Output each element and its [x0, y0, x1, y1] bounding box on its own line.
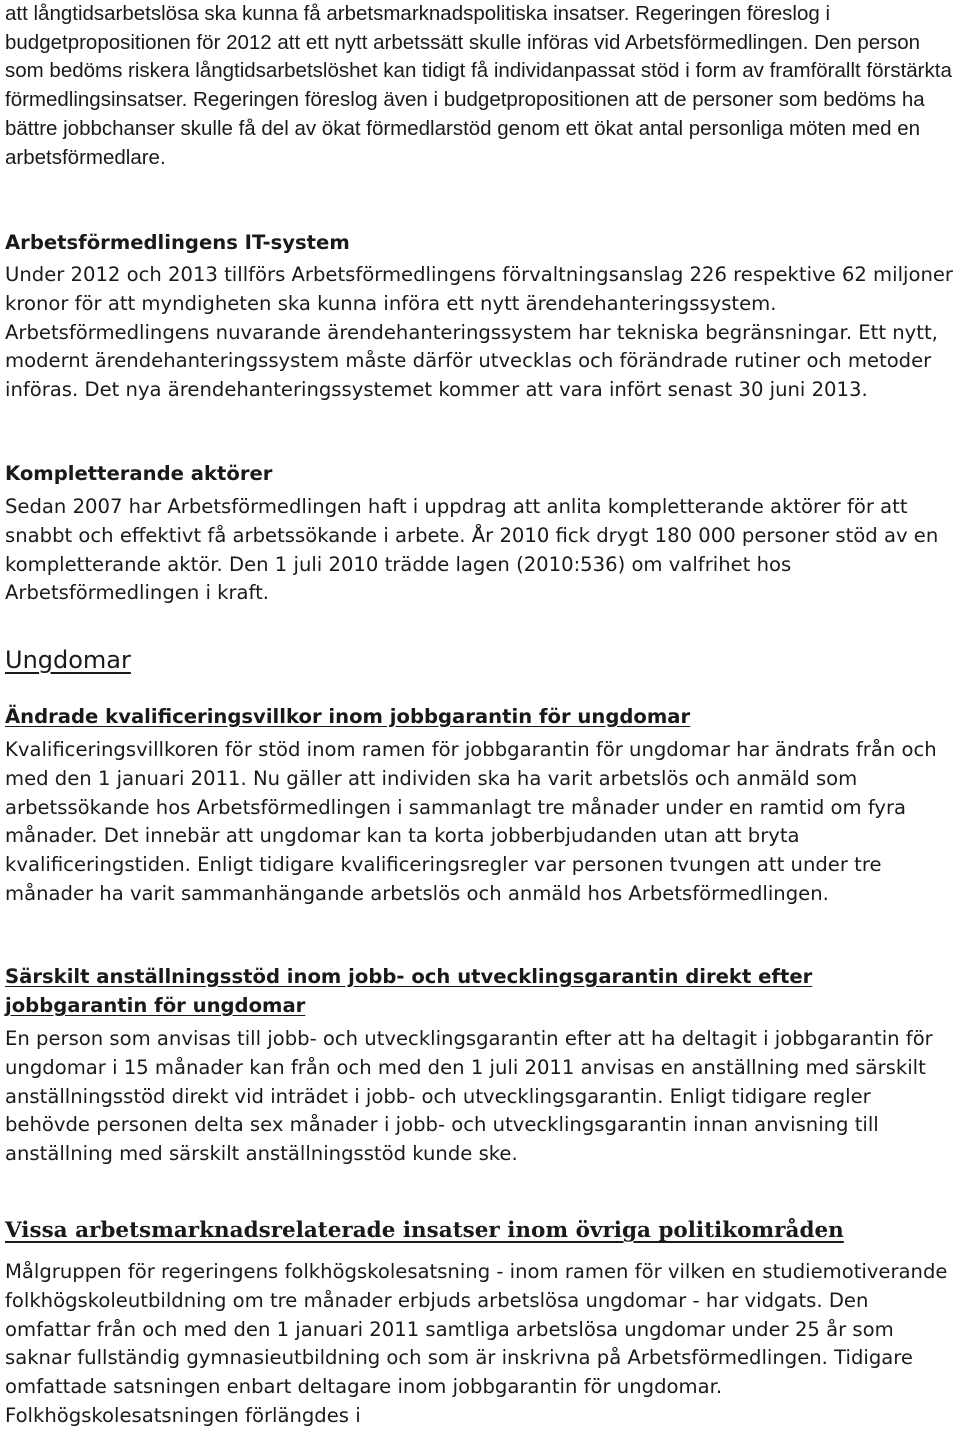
- kvalificering-paragraph: Kvalificeringsvillkoren för stöd inom ramen för jobbgarantin för ungdomar har ändrats från och med den 1 januari 2011. Nu gäller att individen ska ha varit arbetslös och anmäld som arbetssökande hos Arbetsförmedlingen i sammanlagt tre månader under en ramtid om fyra månader. Det innebär att ungdomar kan ta korta jobberbjudanden utan att bryta kvalificeringstiden. Enligt tidigare kvalificeringsregler var personen tvungen att under tre månader ha varit sammanhängande arbetslös och anmäld hos Arbetsförmedlingen.: [5, 738, 937, 905]
- heading-sarskilt-anstallningsstod: Särskilt anställningsstöd inom jobb- och utvecklingsgarantin direkt efter jobbgarantin för ungdomar: [5, 965, 813, 1017]
- kompletterande-paragraph: Sedan 2007 har Arbetsförmedlingen haft i uppdrag att anlita kompletterande aktörer för att snabbt och effektivt få arbetssökande i arbete. År 2010 fick drygt 180 000 personer stöd av en kompletterande aktör. Den 1 juli 2010 trädde lagen (2010:536) om valfrihet hos Arbetsförmedlingen i kraft.: [5, 495, 939, 605]
- heading-ovriga-politikomraden: Vissa arbetsmarknadsrelaterade insatser inom övriga politikområden: [5, 1218, 844, 1243]
- heading-it-system: Arbetsförmedlingens IT-system: [5, 231, 350, 254]
- heading-kompletterande-aktorer: Kompletterande aktörer: [5, 462, 273, 485]
- intro-paragraph: att långtidsarbetslösa ska kunna få arbetsmarknadspolitiska insatser. Regeringen föreslog i budgetpropositionen för 2012 att ett nytt arbetssätt skulle införas vid Arbetsförmedlingen. Den person som bedöms riskera långtidsarbetslöshet kan tidigt få individanpassat stöd i form av framförallt förstärkta förmedlingsinsatser. Regeringen föreslog även i budgetpropositionen att de personer som bedöms ha bättre jobbchanser skulle få del av ökat förmedlarstöd genom ett ökat antal personliga möten med en arbetsförmedlare.: [5, 2, 952, 169]
- heading-kvalificeringsvillkor: Ändrade kvalificeringsvillkor inom jobbgarantin för ungdomar: [5, 705, 691, 728]
- ovriga-paragraph: Målgruppen för regeringens folkhögskolesatsning - inom ramen för vilken en studiemotiverande folkhögskoleutbildning om tre månader erbjuds arbetslösa ungdomar - har vidgats. Den omfattar från och med den 1 januari 2011 samtliga arbetslösa ungdomar under 25 år som saknar fullständig gymnasieutbildning och som är inskrivna på Arbetsförmedlingen. Tidigare omfattade satsningen enbart deltagare inom jobbgarantin för ungdomar. Folkhögskolesatsningen förlängdes i: [5, 1260, 948, 1427]
- anstallningsstod-paragraph: En person som anvisas till jobb- och utvecklingsgarantin efter att ha deltagit i jobbgarantin för ungdomar i 15 månader kan från och med den 1 juli 2011 anvisas en anställning med särskilt anställningsstöd direkt vid inträdet i jobb- och utvecklingsgarantin. Enligt tidigare regler behövde personen delta sex månader i jobb- och utvecklingsgarantin innan anvisning till anställning med särskilt anställningsstöd kunde ske.: [5, 1027, 933, 1166]
- it-system-paragraph: Under 2012 och 2013 tillförs Arbetsförmedlingens förvaltningsanslag 226 respektive 62 miljoner kronor för att myndigheten ska kunna införa ett nytt ärendehanteringssystem. Arbetsförmedlingens nuvarande ärendehanteringssystem har tekniska begränsningar. Ett nytt, modernt ärendehanteringssystem måste därför utvecklas och förändrade rutiner och metoder införas. Det nya ärendehanteringssystemet kommer att vara infört senast 30 juni 2013.: [5, 263, 953, 402]
- heading-ungdomar: Ungdomar: [5, 646, 131, 674]
